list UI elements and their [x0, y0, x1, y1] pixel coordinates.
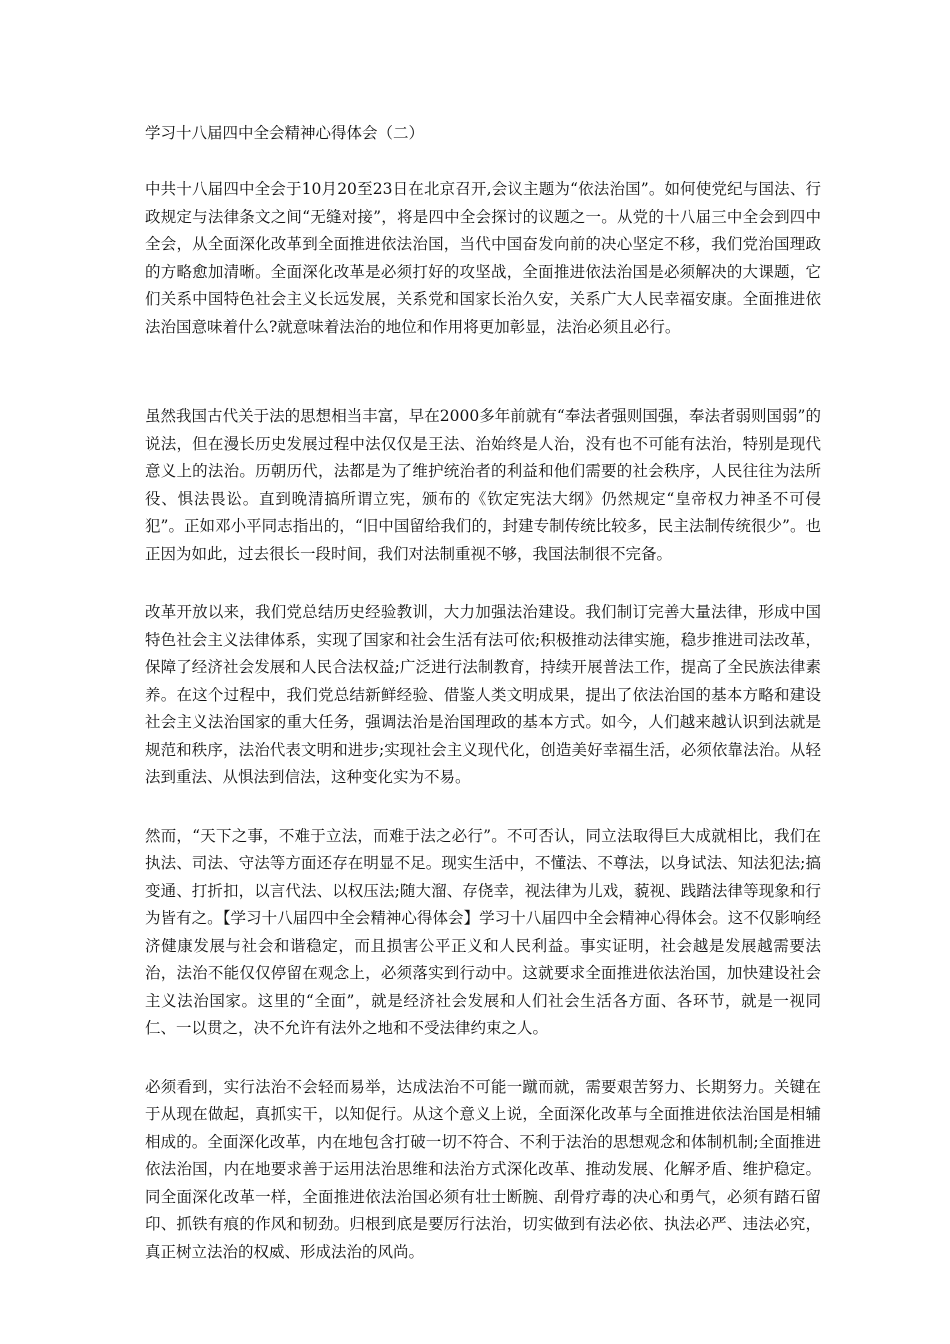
paragraph-5: 必须看到，实行法治不会轻而易举，达成法治不可能一蹴而就，需要艰苦努力、长期努力。关键在于从现在做起，真抓实干，以知促行。从这个意义上说，全面深化改革与全面推进依法治国是相辅相成的。全面深化改革，内在地包含打破一切不符合、不利于法治的思想观念和体制机制;全面推进依法治国，内在地要求善于运用法治思维和法治方式深化改革、推动发展、化解矛盾、维护稳定。同全面深化改革一样，全面推进依法治国必须有壮士断腕、刮骨疗毒的决心和勇气，必须有踏石留印、抓铁有痕的作风和韧劲。归根到底是要厉行法治，切实做到有法必依、执法必严、违法必究，真正树立法治的权威、形成法治的风尚。 — [145, 1077, 821, 1261]
document-title: 学习十八届四中全会精神心得体会（二） — [145, 124, 425, 142]
document-page — [145, 122, 821, 1266]
paragraph-4: 然而，“天下之事，不难于立法，而难于法之必行”。不可否认，同立法取得巨大成就相比，我们在执法、司法、守法等方面还存在明显不足。现实生活中，不懂法、不尊法，以身试法、知法犯法;搞变通、打折扣，以言代法、以权压法;随大溜、存侥幸，视法律为儿戏，藐视、践踏法律等现象和行为皆有之。【学习十八届四中全会精神心得体会】学习十八届四中全会精神心得体会。这不仅影响经济健康发展与社会和谐稳定，而且损害公平正义和人民利益。事实证明，社会越是发展越需要法治，法治不能仅仅停留在观念上，必须落实到行动中。这就要求全面推进依法治国，加快建设社会主义法治国家。这里的“全面”，就是经济社会发展和人们社会生活各方面、各环节，就是一视同仁、一以贯之，决不允许有法外之地和不受法律约束之人。 — [145, 826, 821, 1037]
paragraph-spacer — [145, 341, 821, 403]
paragraph-spacer — [145, 568, 821, 599]
paragraph-2: 虽然我国古代关于法的思想相当丰富，早在2000多年前就有“奉法者强则国强，奉法者弱则国弱”的说法，但在漫长历史发展过程中法仅仅是王法、治始终是人治，没有也不可能有法治，特别是现代意义上的法治。历朝历代，法都是为了维护统治者的利益和他们需要的社会秩序，人民往往为法所役、惧法畏讼。直到晚清搞所谓立宪，颁布的《钦定宪法大纲》仍然规定“皇帝权力神圣不可侵犯”。正如邓小平同志指出的，“旧中国留给我们的，封建专制传统比较多，民主法制传统很少”。也正因为如此，过去很长一段时间，我们对法制重视不够，我国法制很不完备。 — [145, 407, 821, 563]
paragraph-spacer — [145, 1043, 821, 1074]
paragraph-1: 中共十八届四中全会于10月20至23日在北京召开,会议主题为“依法治国”。如何使党纪与国法、行政规定与法律条文之间“无缝对接”，将是四中全会探讨的议题之一。从党的十八届三中全会到四中全会，从全面深化改革到全面推进依法治国，当代中国奋发向前的决心坚定不移，我们党治国理政的方略愈加清晰。全面深化改革是必须打好的攻坚战，全面推进依法治国是必须解决的大课题，它们关系中国特色社会主义长远发展，关系党和国家长治久安，关系广大人民幸福安康。全面推进依法治国意味着什么?就意味着法治的地位和作用将更加彰显，法治必须且必行。 — [145, 180, 821, 336]
paragraph-3: 改革开放以来，我们党总结历史经验教训，大力加强法治建设。我们制订完善大量法律，形成中国特色社会主义法律体系，实现了国家和社会生活有法可依;积极推动法律实施，稳步推进司法改革，保障了经济社会发展和人民合法权益;广泛进行法制教育，持续开展普法工作，提高了全民族法律素养。在这个过程中，我们党总结新鲜经验、借鉴人类文明成果，提出了依法治国的基本方略和建设社会主义法治国家的重大任务，强调法治是治国理政的基本方式。如今，人们越来越认识到法就是规范和秩序，法治代表文明和进步;实现社会主义现代化，创造美好幸福生活，必须依靠法治。从轻法到重法、从惧法到信法，这种变化实为不易。 — [145, 603, 821, 786]
paragraph-spacer — [145, 792, 821, 823]
